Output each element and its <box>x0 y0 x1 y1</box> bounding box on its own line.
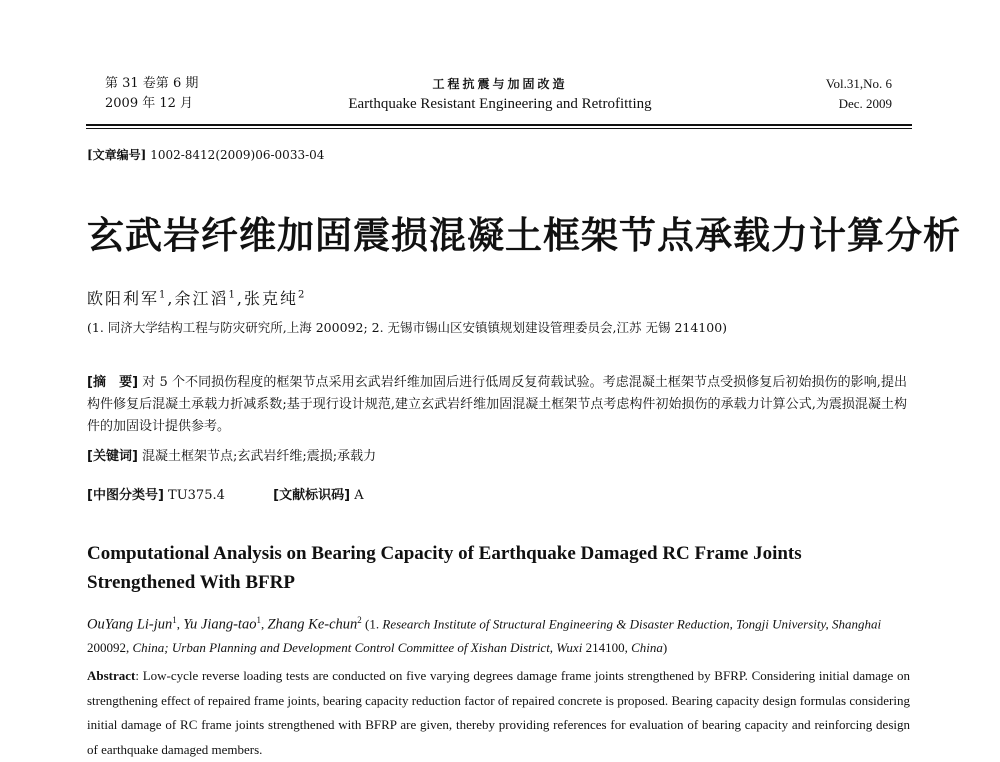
header-volume-cn: 第 31 卷第 6 期 <box>105 76 199 91</box>
abstract-cn-label: [摘 要] <box>87 375 139 390</box>
author-cn-1: 欧阳利军 <box>87 289 160 308</box>
clc-value: TU375.4 <box>168 488 225 503</box>
header-rule-thin <box>86 128 912 129</box>
abstract-chinese <box>87 372 907 438</box>
keywords-cn-text: 混凝土框架节点;玄武岩纤维;震损;承载力 <box>142 449 377 464</box>
header-journal-en: Earthquake Resistant Engineering and Retrofitting <box>348 96 652 112</box>
author-en-1: OuYang Li-jun <box>87 616 173 633</box>
abstract-en-text: : Low-cycle reverse loading tests are conducted on five varying degrees damage frame joints strengthened by BFRP. Considering initial damage on strengthening effect of repaired frame joints, bearing capacity reduction factor of repaired concrete is proposed. Bearing capacity design formulas considering initial damage of RC frame joints strengthened with BFRP are given, thereby providing references for evaluation of bearing capacity and reinforcing design of earthquake damaged members. <box>87 668 910 757</box>
title-en-line-2: Strengthened With BFRP <box>87 572 295 593</box>
clc-label: [中图分类号] <box>87 488 164 503</box>
title-en-line-1: Computational Analysis on Bearing Capacity of Earthquake Damaged RC Frame Joints <box>87 543 802 564</box>
author-en-3: Zhang Ke-chun <box>267 616 358 633</box>
article-number <box>87 146 324 163</box>
affil-en-2-country: China <box>627 640 663 656</box>
header-volume-en: Vol.31,No. 6 <box>825 76 892 91</box>
abstract-en-label: Abstract <box>87 668 136 683</box>
header-date-en: Dec. 2009 <box>838 96 892 111</box>
affiliation-chinese: (1. 同济大学结构工程与防灾研究所,上海 200092; 2. 无锡市锡山区安镇镇规划建设管理委员会,江苏 无锡 214100) <box>87 320 728 335</box>
author-en-1-sup: 1 <box>172 615 177 625</box>
author-cn-2: 余江滔 <box>174 289 229 308</box>
header-volume-en-block <box>826 74 892 114</box>
keywords-cn-label: [关键词] <box>87 449 138 464</box>
affil-en-1: Research Institute of Structural Engineering & Disaster Reduction, Tongji University, Shanghai <box>379 616 882 632</box>
header-rule-thick <box>86 124 912 126</box>
affil-en-open: (1. <box>361 616 380 632</box>
classification-line <box>87 484 364 503</box>
header-journal-cn: 工程抗震与加固改造 <box>432 77 568 91</box>
affil-en-2: Urban Planning and Development Control Committee of Xishan District, Wuxi <box>168 640 583 656</box>
header-date-cn: 2009 年 12 月 <box>105 96 194 111</box>
affil-en-2-code: 214100, <box>582 640 628 656</box>
article-number-label: [文章编号] <box>87 148 147 162</box>
affil-en-close: ) <box>662 640 668 656</box>
author-cn-2-sep: , <box>236 289 244 308</box>
author-cn-1-sep: , <box>167 289 175 308</box>
article-number-value: 1002-8412(2009)06-0033-04 <box>150 148 325 162</box>
abstract-english <box>87 664 910 762</box>
author-cn-3: 张克纯 <box>243 289 298 308</box>
header-volume-block <box>105 74 198 114</box>
author-en-3-sup: 2 <box>357 615 362 625</box>
author-cn-1-sup: 1 <box>159 289 168 301</box>
authors-english: OuYang Li-jun$^1$, Yu Jiang-tao$^1$, Zhang Ke-chun$^2$ (1. Research Institute of Structural Engineering & Disaster Reduction, Tongji University, Shanghai 200092, China; Urban Planning and Development Control Committee of Xishan District, Wuxi 214100, China) <box>87 615 882 656</box>
affil-en-1-code: 200092, <box>87 640 130 656</box>
author-cn-3-sup: 2 <box>297 289 307 301</box>
abstract-cn-text: 对 5 个不同损伤程度的框架节点采用玄武岩纤维加固后进行低周反复荷载试验。考虑混凝土框架节点受损修复后初始损伤的影响,提出构件修复后混凝土承载力折减系数;基于现行设计规范,建立玄武岩纤维加固混凝土框架节点考虑构件初始损伤的承载力计算公式,为震损混凝土构件的加固设计提供参考。 <box>87 375 907 434</box>
doc-code-value: A <box>354 488 364 503</box>
authors-chinese <box>87 286 306 309</box>
author-en-2: Yu Jiang-tao <box>183 616 257 633</box>
author-en-2-sup: 1 <box>256 615 261 625</box>
affil-en-1-country: China; <box>129 640 169 656</box>
author-cn-2-sup: 1 <box>228 289 237 301</box>
keywords-chinese <box>87 445 376 464</box>
header-journal-block <box>320 74 680 114</box>
doc-code-label: [文献标识码] <box>273 488 351 503</box>
title-chinese: 玄武岩纤维加固震损混凝土框架节点承载力计算分析 <box>87 214 961 257</box>
title-english <box>87 539 887 597</box>
